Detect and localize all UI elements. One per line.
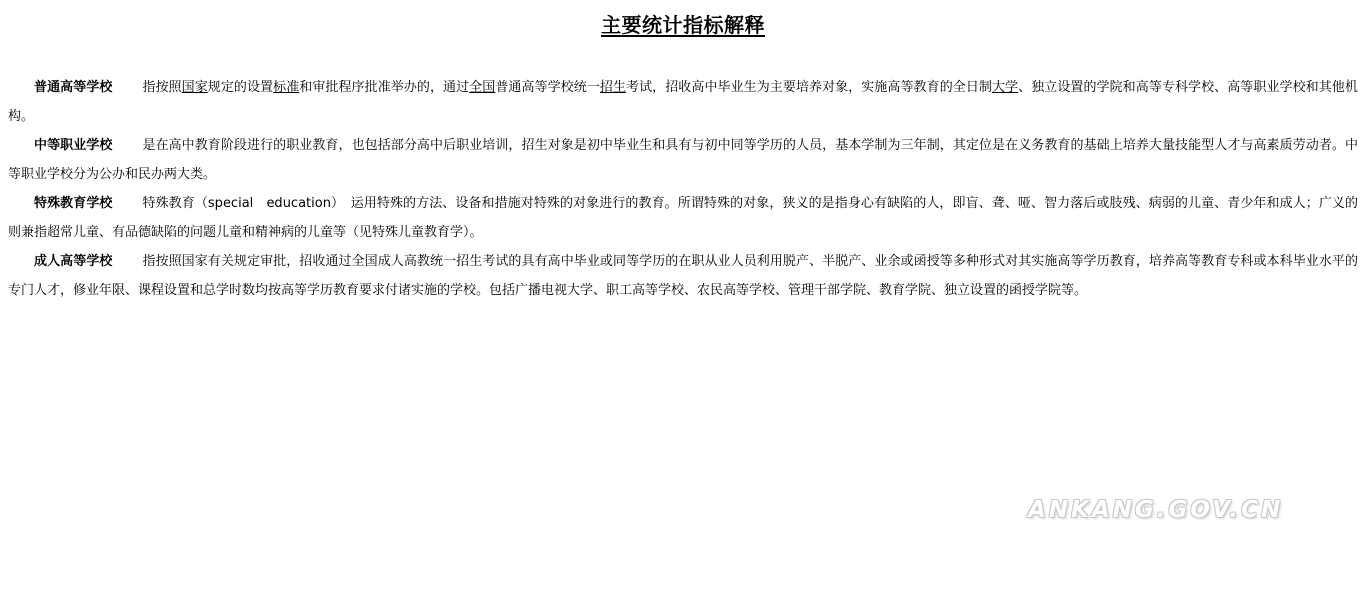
definition-term: 普通高等学校 [34,80,113,95]
definition-text-part: 普通高等学校统一 [495,80,600,95]
definition-text: 指按照国家有关规定审批，招收通过全国成人高教统一招生考试的具有高中毕业或同等学历的在职从业人员利用脱产、半脱产、业余或函授等多种形式对其实施高等学历教育，培养高等教育专科或本科毕业水平的专门人才，修业年限、课程设置和总学时数均按高等学历教育要求付诸实施的学校。包括广播电视大学、职工高等学校、农民高等学校、管理干部学院、教育学院、独立设置的函授学院等。 [8,254,1358,298]
page-title [0,10,1366,40]
link-quanguo[interactable]: 全国 [469,80,496,95]
definition-term: 特殊教育学校 [34,196,113,211]
definition-term: 中等职业学校 [34,138,113,153]
link-zhaosheng[interactable]: 招生 [599,80,627,95]
definition-term: 成人高等学校 [34,254,113,269]
page-title-text: 主要统计指标解释 [601,13,765,37]
definition-paragraph-secondary-vocational [8,131,1358,189]
definition-text-part: 考试，招收高中毕业生为主要培养对象，实施高等教育的全日制 [626,80,992,95]
definition-paragraph-adult-higher-ed [8,247,1358,305]
site-watermark: ANKANG.GOV.CN [1028,497,1284,523]
definition-paragraph-general-higher-ed [8,73,1358,131]
definition-text-part: 规定的设置 [207,80,274,95]
definition-paragraph-special-education [8,189,1358,247]
link-guojia[interactable]: 国家 [181,80,208,95]
link-biaozhun[interactable]: 标准 [273,80,300,95]
definition-text-part: 和审批程序批准举办的，通过 [299,80,470,95]
definition-text: 是在高中教育阶段进行的职业教育，也包括部分高中后职业培训，招生对象是初中毕业生和具有与初中同等学历的人员，基本学制为三年制，其定位是在义务教育的基础上培养大量技能型人才与高素质劳动者。中等职业学校分为公办和民办两大类。 [8,138,1358,182]
link-daxue[interactable]: 大学 [991,80,1019,95]
definitions-content [8,73,1358,305]
definition-text-part: 、独立设置的学院和高等专科学校、高等职业学校和其他机构。 [8,80,1358,124]
definition-text-part: 指按照 [142,80,182,95]
definition-text: 特殊教育（special education） 运用特殊的方法、设备和措施对特殊的对象进行的教育。所谓特殊的对象，狭义的是指身心有缺陷的人，即盲、聋、哑、智力落后或肢残、病弱的儿童、青少年和成人；广义的则兼指超常儿童、有品德缺陷的问题儿童和精神病的儿童等（见特殊儿童教育学）。 [8,196,1358,240]
